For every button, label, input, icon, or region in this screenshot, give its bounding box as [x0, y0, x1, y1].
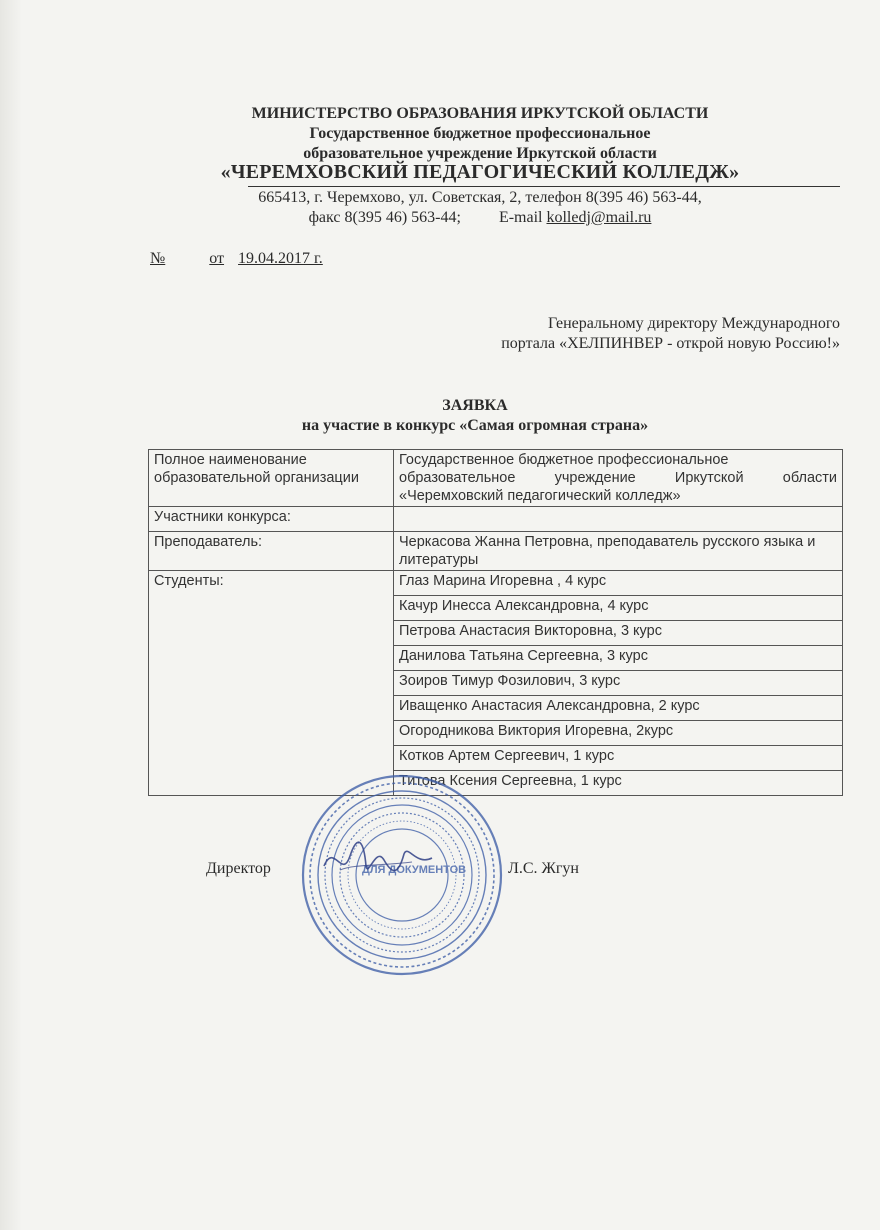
org-label-cell: Полное наименование образовательной организации: [149, 450, 394, 507]
svg-text:ДЛЯ ДОКУМЕНТОВ: ДЛЯ ДОКУМЕНТОВ: [362, 864, 467, 876]
college-name: «ЧЕРЕМХОВСКИЙ ПЕДАГОГИЧЕСКИЙ КОЛЛЕДЖ»: [220, 161, 740, 183]
reference-line: [150, 250, 323, 268]
header-divider: [248, 186, 840, 187]
document-title: ЗАЯВКА: [442, 397, 508, 414]
student-cell: Петрова Анастасия Викторовна, 3 курс: [394, 621, 843, 646]
table-row: [149, 571, 843, 596]
org-value-line: образовательное учреждение Иркутской области: [399, 470, 837, 486]
empty-cell: [394, 507, 843, 532]
student-cell: Глаз Марина Игоревна , 4 курс: [394, 571, 843, 596]
ministry-heading: МИНИСТЕРСТВО ОБРАЗОВАНИЯ ИРКУТСКОЙ ОБЛАСТИ: [251, 105, 709, 122]
signer-position: Директор: [206, 860, 271, 877]
scan-shadow: [0, 0, 22, 1230]
org-value-cell: [394, 450, 843, 507]
signer-name: Л.С. Жгун: [508, 860, 579, 877]
student-cell: Титова Ксения Сергеевна, 1 курс: [394, 771, 843, 796]
student-cell: Зоиров Тимур Фозилович, 3 курс: [394, 671, 843, 696]
teacher-label-cell: Преподаватель:: [149, 532, 394, 571]
teacher-value-cell: Черкасова Жанна Петровна, преподаватель русского языка и литературы: [394, 532, 843, 571]
student-cell: Иващенко Анастасия Александровна, 2 курс: [394, 696, 843, 721]
org-value-line: Государственное бюджетное профессиональное: [399, 452, 729, 468]
addressee-line-2: портала «ХЕЛПИНВЕР - открой новую Россию!»: [501, 335, 840, 352]
contact-line: [200, 208, 760, 228]
student-cell: Котков Артем Сергеевич, 1 курс: [394, 746, 843, 771]
email-link[interactable]: kolledj@mail.ru: [546, 209, 652, 226]
application-table: [148, 449, 843, 796]
document-subtitle: на участие в конкурс «Самая огромная страна»: [301, 417, 649, 434]
student-cell: Данилова Татьяна Сергеевна, 3 курс: [394, 646, 843, 671]
addressee-line-1: Генеральному директору Международного: [547, 315, 840, 332]
student-cell: Огородникова Виктория Игоревна, 2курс: [394, 721, 843, 746]
institution-line-2: образовательное учреждение Иркутской области: [303, 145, 657, 162]
address-line: 665413, г. Черемхово, ул. Советская, 2, телефон 8(395 46) 563-44,: [258, 189, 702, 206]
org-value-line: «Черемховский педагогический колледж»: [399, 488, 681, 504]
email-label: E-mail: [498, 209, 543, 226]
signature-icon: [320, 836, 440, 886]
table-row: [149, 450, 843, 507]
table-row: [149, 507, 843, 532]
table-row: [149, 532, 843, 571]
number-label: № от 19.04.2017 г.: [150, 250, 323, 267]
participants-label-cell: Участники конкурса:: [149, 507, 394, 532]
institution-line-1: Государственное бюджетное профессиональное: [309, 125, 651, 142]
students-label-cell: Студенты:: [149, 571, 394, 796]
student-cell: Качур Инесса Александровна, 4 курс: [394, 596, 843, 621]
reference-date: 19.04.2017 г.: [238, 250, 323, 267]
fax-text: факс 8(395 46) 563-44;: [308, 209, 461, 226]
